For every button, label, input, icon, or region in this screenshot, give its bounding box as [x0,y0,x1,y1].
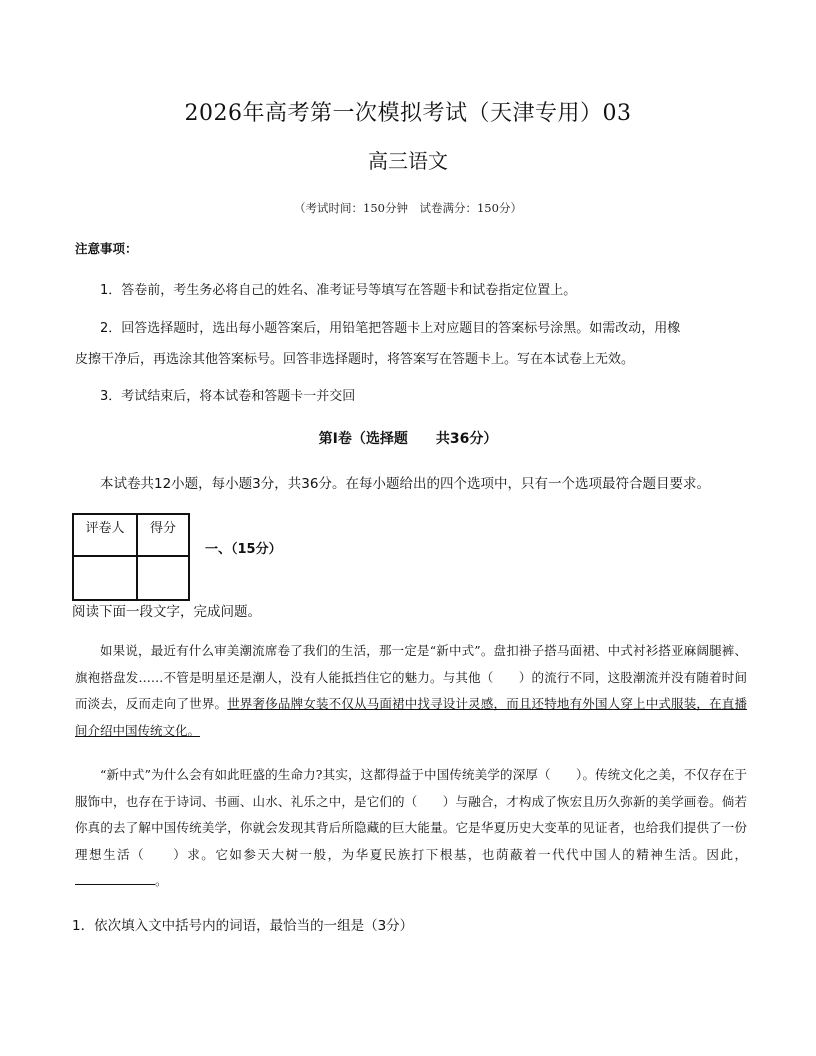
notice-heading: 注意事项： [75,241,138,256]
exam-time-info: （考试时间：150分钟 试卷满分：150分） [294,201,522,215]
grader-cell[interactable] [73,556,137,600]
passage-p1-text: 如果说，最近有什么审美潮流席卷了我们的生活，那一定是“新中式”。盘扣褂子搭马面裙、中式衬衫搭亚麻阔腿裤、旗袍搭盘发……不管是明星还是潮人，没有人能抵挡住它的魅力。与其他（ ）的流行不同，这股潮流并没有随着时间而淡去，反而走向了世界。 [75,643,747,711]
part-one-label: 一、（15分） [205,542,282,557]
passage-paragraph-1 [75,638,747,744]
section-title [0,428,816,448]
notice-item-2-cont: 皮擦干净后，再选涂其他答案标号。回答非选择题时，将答案写在答题卡上。写在本试卷上无效。 [75,352,635,367]
section-title-left: 第Ⅰ卷（选择题 [318,431,408,447]
notice-item-1: 1．答卷前，考生务必将自己的姓名、准考证号等填写在答题卡和试卷指定位置上。 [100,283,577,298]
notice-item-3: 3．考试结束后，将本试卷和答题卡一并交回 [100,389,356,404]
passage-p1-underlined: 世界奢侈品牌女装不仅从马面裙中找寻设计灵感，而且还特地有外国人穿上中式服装，在直播间介绍中国传统文化。 [75,696,747,738]
passage-paragraph-2 [75,762,747,895]
score-table [72,513,190,601]
grader-label: 评卷人 [73,514,137,556]
section-description: 本试卷共12小题，每小题3分，共36分。在每小题给出的四个选项中，只有一个选项最符合题目要求。 [100,476,710,492]
passage-p2-text: “新中式”为什么会有如此旺盛的生命力?其实，这都得益于中国传统美学的深厚（ ）。传统文化之美，不仅存在于服饰中，也存在于诗词、书画、山水、礼乐之中，是它们的（ ）与融合，才构成了恢宏且历久弥新的美学画卷。倘若你真的去了解中国传统美学，你就会发现其背后所隐藏的巨大能量。它是华夏历史大变革的见证者，也给我们提供了一份理想生活（ ）求。它如参天大树一般，为华夏民族打下根基，也荫蔽着一代代中国人的精神生活。因此， [75,767,747,862]
answer-blank[interactable] [75,870,155,885]
reading-instruction: 阅读下面一段文字，完成问题。 [72,604,261,620]
passage-p2-end: 。 [155,873,168,888]
section-title-right: 共36分） [435,431,498,447]
score-cell[interactable] [137,556,189,600]
question-1: 1．依次填入文中括号内的词语，最恰当的一组是（3分） [72,918,414,934]
exam-title: 2026年高考第一次模拟考试（天津专用）03 [184,101,632,126]
notice-item-2: 2．回答选择题时，选出每小题答案后，用铅笔把答题卡上对应题目的答案标号涂黑。如需改动，用橡 [100,321,681,336]
score-label: 得分 [137,514,189,556]
subject-title: 高三语文 [368,149,448,173]
